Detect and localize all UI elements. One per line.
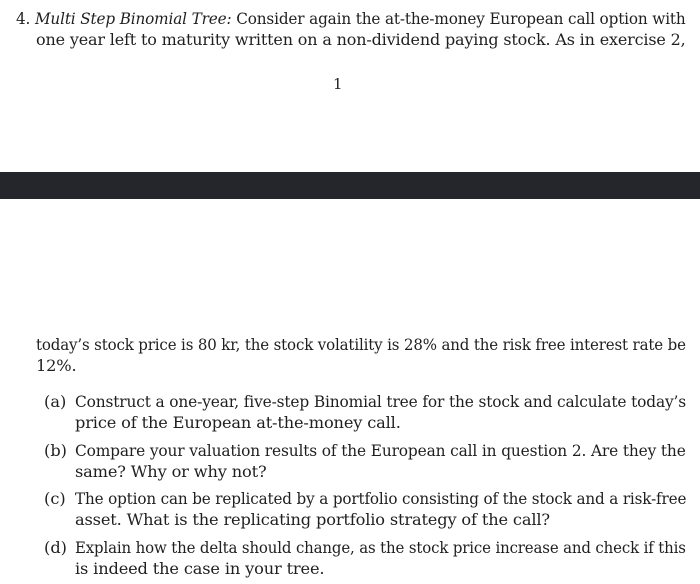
item-a-line-1: Construct a one-year, five-step Binomial tree for the stock and calculate today’s [75, 392, 687, 411]
item-c-line-2: asset. What is the replicating portfolio strategy of the call? [75, 510, 550, 529]
continued-text-line-2: 12%. [36, 356, 77, 375]
continued-text-line-1: today’s stock price is 80 kr, the stock volatility is 28% and the risk free interest rate be [36, 335, 686, 354]
item-d-line-1: Explain how the delta should change, as the stock price increase and check if this [75, 538, 686, 557]
exercise-text-line-2: one year left to maturity written on a non-dividend paying stock. As in exercise 2, [36, 30, 686, 49]
exercise-heading-line [16, 9, 686, 29]
item-b-line-2: same? Why or why not? [75, 462, 267, 481]
page-break-bar [0, 172, 700, 199]
item-c-line-1: The option can be replicated by a portfolio consisting of the stock and a risk-free [75, 489, 687, 508]
exercise-text-line-1: Consider again the at-the-money European call option with [236, 9, 686, 28]
exercise-title: Multi Step Binomial Tree: [34, 9, 232, 28]
item-d-label: (d) [44, 538, 67, 557]
item-b-label: (b) [44, 441, 67, 460]
page-number: 1 [333, 75, 343, 93]
item-a-line-2: price of the European at-the-money call. [75, 413, 401, 432]
item-d-line-2: is indeed the case in your tree. [75, 559, 325, 578]
item-c-label: (c) [44, 489, 66, 508]
item-b-line-1: Compare your valuation results of the European call in question 2. Are they the [75, 441, 686, 460]
exercise-number: 4. [16, 9, 31, 28]
item-a-label: (a) [44, 392, 67, 411]
